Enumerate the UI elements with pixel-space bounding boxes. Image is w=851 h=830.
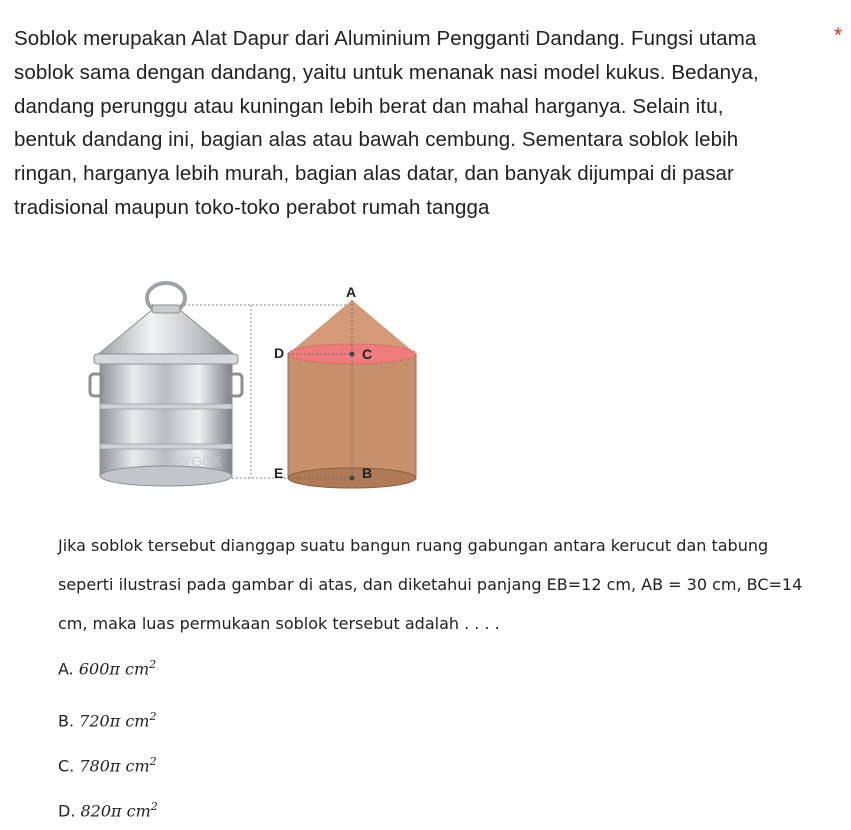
required-marker: *	[834, 24, 843, 47]
option-b[interactable]	[58, 710, 156, 730]
question-line: Soblok merupakan Alat Dapur dari Aluminium Pengganti Dandang. Fungsi utama	[14, 27, 757, 50]
option-d[interactable]	[58, 800, 158, 820]
option-value: 720π	[79, 711, 121, 731]
problem-line: seperti ilustrasi pada gambar di atas, dan diketahui panjang EB=12 cm, AB = 30 cm, BC=14	[58, 575, 803, 594]
option-value: 600π	[78, 659, 120, 679]
option-c[interactable]	[58, 755, 157, 775]
watermark-text: YGCK	[182, 453, 222, 469]
point-c	[350, 352, 355, 357]
pot-rib	[100, 404, 232, 409]
soblok-figure	[86, 278, 426, 500]
soblok-illustration	[86, 278, 426, 500]
option-exponent: 2	[150, 800, 158, 813]
option-value: 820π	[80, 801, 122, 821]
problem-statement	[58, 526, 828, 643]
option-exponent: 2	[149, 710, 157, 723]
soblok-photo	[90, 283, 242, 486]
option-unit: cm	[125, 659, 150, 679]
option-unit: cm	[125, 756, 150, 776]
pot-rib	[100, 444, 232, 449]
option-letter: D.	[58, 801, 76, 821]
label-a: A	[346, 284, 357, 300]
point-b	[350, 476, 355, 481]
problem-line: Jika soblok tersebut dianggap suatu bangun ruang gabungan antara kerucut dan tabung	[58, 536, 769, 555]
option-unit: cm	[125, 711, 150, 731]
lid-rim	[94, 354, 238, 364]
lid-knob	[152, 305, 180, 313]
option-unit: cm	[126, 801, 151, 821]
question-line: ringan, harganya lebih murah, bagian alas datar, dan banyak dijumpai di pasar	[14, 162, 734, 186]
label-c: C	[362, 346, 373, 362]
question-text	[14, 22, 804, 225]
pot-bottom	[100, 466, 232, 486]
label-e: E	[274, 465, 284, 481]
option-a[interactable]	[58, 658, 156, 678]
label-d: D	[274, 345, 285, 361]
option-value: 780π	[79, 756, 121, 776]
lid-cone	[96, 310, 236, 356]
question-line: bentuk dandang ini, bagian alas atau bawah cembung. Sementara soblok lebih	[14, 128, 739, 152]
problem-line: cm, maka luas permukaan soblok tersebut adalah . . . .	[58, 614, 500, 633]
question-line: dandang perunggu atau kuningan lebih berat dan mahal harganya. Selain itu,	[14, 94, 724, 118]
option-letter: B.	[58, 711, 75, 731]
option-letter: A.	[58, 659, 74, 679]
geometric-model	[288, 300, 416, 488]
option-exponent: 2	[149, 755, 157, 768]
label-b: B	[362, 465, 373, 481]
option-exponent: 2	[149, 658, 157, 671]
option-letter: C.	[58, 756, 75, 776]
question-line: soblok sama dengan dandang, yaitu untuk menanak nasi model kukus. Bedanya,	[14, 60, 759, 84]
question-line: tradisional maupun toko-toko perabot rumah tangga	[14, 195, 490, 219]
